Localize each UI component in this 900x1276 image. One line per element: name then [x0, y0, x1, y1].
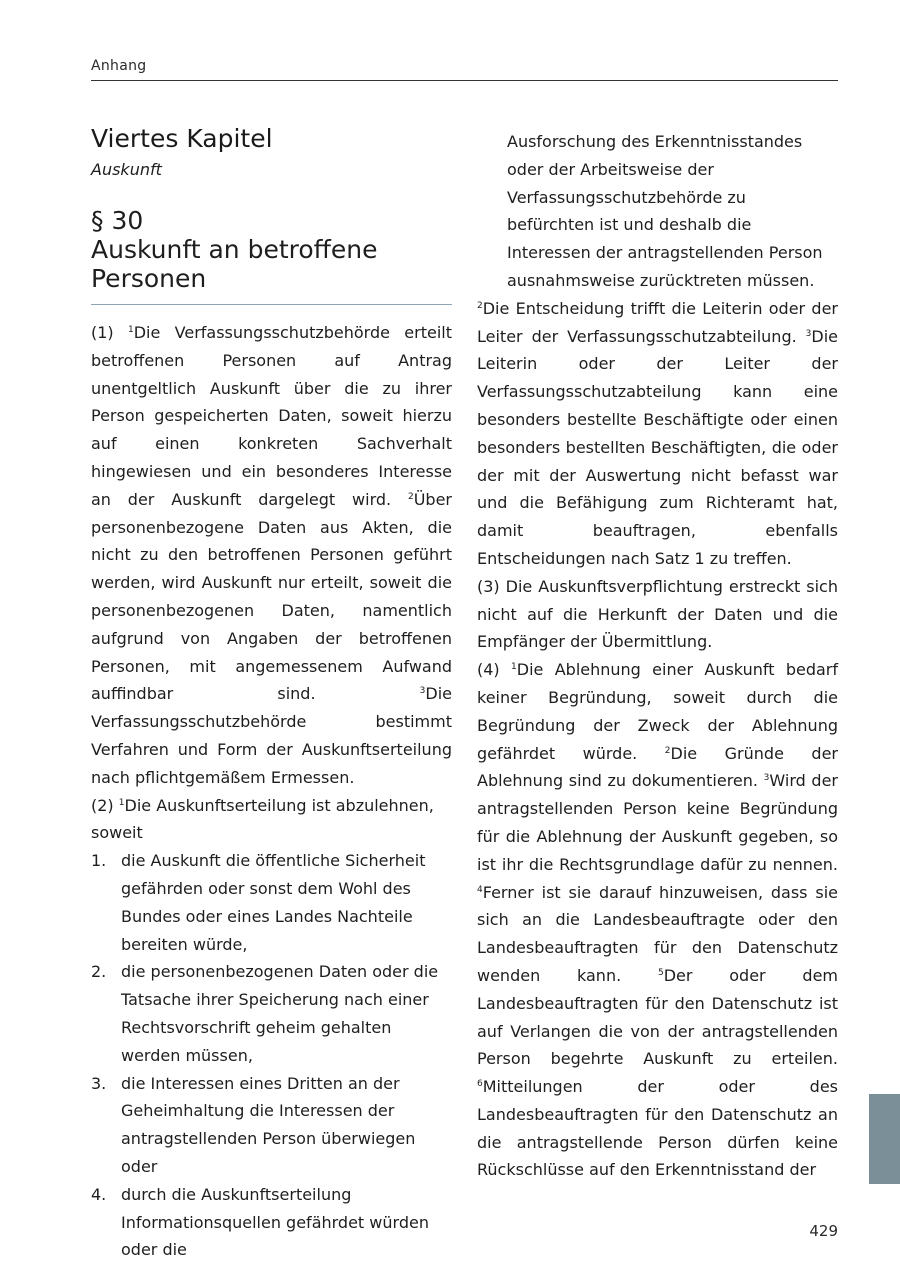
sentence-marker: 4: [477, 884, 483, 895]
list-number: 4.: [91, 1184, 107, 1204]
paragraph-4: [477, 656, 838, 1184]
section-number: § 30: [91, 206, 144, 235]
list-item-continuation: Ausforschung des Erkenntnisstandes oder der Arbeitsweise der Verfassungsschutzbehörde zu befürchten ist und deshalb die Interessen der antragstellenden Person ausnahmsweise zurücktreten müssen.: [507, 132, 823, 290]
list-item: [91, 847, 452, 958]
paragraph-2-continuation: [477, 295, 838, 573]
sentence: Die Gründe der Ablehnung sind zu dokumentieren.: [477, 743, 838, 791]
list-text: die Interessen eines Dritten an der Geheimhaltung die Interessen der antragstellenden Person überwiegen oder: [121, 1073, 416, 1176]
sentence-marker: 3: [419, 686, 426, 697]
paragraph-number: (4): [477, 660, 500, 680]
sentence-marker: 3: [805, 328, 812, 339]
right-column: [477, 128, 838, 1184]
sentence: Ferner ist sie darauf hinzuweisen, dass sie sich an die Landesbeauftragte oder den Landesbeauftragten für den Datenschutz wenden kann.: [477, 882, 838, 985]
sentence-marker: 2: [407, 491, 414, 502]
paragraph-3: [477, 573, 838, 656]
sentence: Die Verfassungsschutzbehörde bestimmt Verfahren und Form der Auskunftserteilung nach pflichtgemäßem Ermessen.: [91, 684, 452, 787]
section-rule: [91, 304, 452, 305]
chapter-title: Viertes Kapitel: [91, 124, 273, 153]
list-text: durch die Auskunftserteilung Informationsquellen gefährdet würden oder die: [121, 1184, 429, 1260]
sentence-marker: 3: [763, 773, 770, 784]
list-number: 2.: [91, 962, 107, 982]
sentence: Über personenbezogene Daten aus Akten, die nicht zu den betroffenen Personen geführt werden, wird Auskunft nur erteilt, soweit die personenbezogenen Daten, namentlich aufgrund von Angaben der betroffenen Personen, mit angemessenem Aufwand auffindbar sind.: [91, 489, 452, 704]
sentence: Der oder dem Landesbeauftragten für den Datenschutz ist auf Verlangen die von der antragstellenden Person begehrte Auskunft zu erteilen.: [477, 965, 838, 1069]
sentence: Die Leiterin oder der Leiter der Verfassungsschutzabteilung kann eine besonders bestellte Beschäftigte oder einen besonders bestellten Beschäftigten, die oder der mit der Auswertung nicht befasst war und die Befähigung zum Richteramt hat, damit beauftragen, ebenfalls Entscheidungen nach Satz 1 zu treffen.: [477, 326, 839, 568]
paragraph-2-intro: [91, 792, 452, 848]
paragraph-number: (1): [91, 323, 114, 342]
list-number: 1.: [91, 851, 107, 871]
header-rule: [91, 80, 838, 81]
sentence: Die Auskunftserteilung ist abzulehnen, soweit: [91, 795, 434, 843]
list-text: die personenbezogenen Daten oder die Tatsache ihrer Speicherung nach einer Rechtsvorschrift geheim gehalten werden müssen,: [121, 962, 439, 1065]
sentence-marker: 1: [118, 797, 125, 808]
list-item: [91, 1181, 452, 1264]
list-number: 3.: [91, 1073, 107, 1093]
sentence-marker: 2: [664, 745, 671, 756]
sentence-marker: 1: [128, 325, 134, 335]
paragraph-number: (3): [477, 576, 500, 596]
left-column: [91, 124, 452, 1264]
sentence: Die Entscheidung trifft die Leiterin oder der Leiter der Verfassungsschutzabteilung.: [477, 298, 838, 346]
list-item: [91, 958, 452, 1069]
page-number: 429: [809, 1222, 838, 1240]
chapter-subtitle: Auskunft: [91, 160, 162, 179]
sentence: Die Auskunftsverpflichtung erstreckt sich nicht auf die Herkunft der Daten und die Empfänger der Übermittlung.: [477, 576, 838, 652]
exception-list: [91, 847, 452, 1264]
sentence-marker: 5: [657, 967, 664, 978]
paragraph-number: (2): [91, 795, 114, 815]
chapter-side-tab: [869, 1094, 900, 1184]
sentence: Die Verfassungsschutzbehörde erteilt betroffenen Personen auf Antrag unentgeltlich Auskunft über die zu ihrer Person gespeicherten Daten, soweit hierzu auf einen konkreten Sachverhalt hingewiesen und ein besonderes Interesse an der Auskunft dargelegt wird.: [91, 323, 452, 509]
sentence-marker: 2: [477, 300, 483, 311]
sentence: Mitteilungen der oder des Landesbeauftragten für den Datenschutz an die antragstellende Person dürfen keine Rückschlüsse auf den Erkenntnisstand der: [477, 1077, 838, 1180]
list-item: [91, 1070, 452, 1181]
running-head: Anhang: [91, 58, 147, 74]
section-title: Auskunft an betroffene Personen: [91, 235, 378, 293]
sentence: Wird der antragstellenden Person keine Begründung für die Ablehnung der Auskunft gegeben, so ist ihr die Rechtsgrundlage dafür zu nennen.: [477, 771, 839, 874]
sentence: Die Ablehnung einer Auskunft bedarf keiner Begründung, soweit durch die Begründung der Zweck der Ablehnung gefährdet würde.: [477, 660, 839, 763]
list-text: die Auskunft die öffentliche Sicherheit gefährden oder sonst dem Wohl des Bundes oder eines Landes Nachteile bereiten würde,: [121, 851, 426, 954]
sentence-marker: 1: [511, 662, 517, 673]
paragraph-1: [91, 319, 452, 792]
sentence-marker: 6: [477, 1079, 483, 1090]
